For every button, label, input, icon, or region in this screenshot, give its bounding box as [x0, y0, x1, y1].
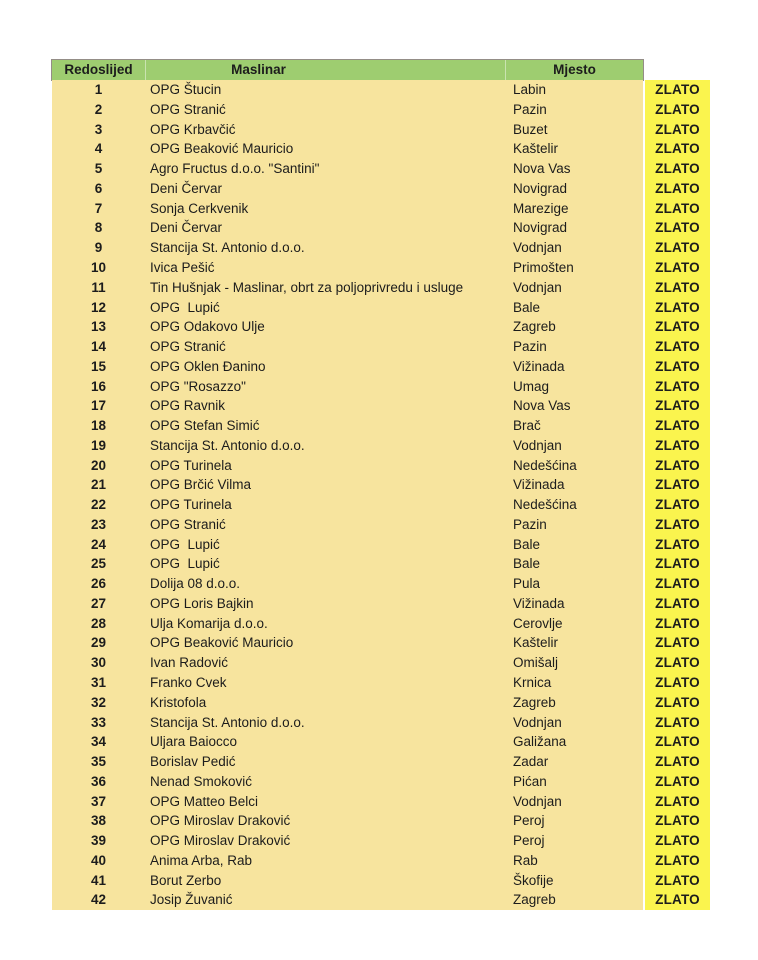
table-row	[52, 653, 643, 673]
mjesto-cell: Novigrad	[513, 180, 568, 196]
award-badge: ZLATO	[655, 694, 700, 710]
table-row	[52, 100, 643, 120]
mjesto-cell: Pićan	[513, 773, 547, 789]
table-row	[52, 851, 643, 871]
table-row	[52, 199, 643, 219]
rank-cell: 33	[90, 714, 107, 730]
rank-cell: 8	[94, 220, 103, 236]
award-badge: ZLATO	[655, 141, 700, 157]
maslinar-cell: OPG Lupić	[150, 556, 220, 572]
maslinar-cell: OPG Miroslav Draković	[150, 813, 291, 829]
table-row	[52, 139, 643, 159]
maslinar-cell: Nenad Smoković	[150, 773, 253, 789]
table-row	[52, 475, 643, 495]
award-badge: ZLATO	[655, 259, 700, 275]
table-row	[52, 159, 643, 179]
table-row	[52, 752, 643, 772]
maslinar-cell: OPG Stranić	[150, 101, 226, 117]
rank-cell: 12	[90, 299, 107, 315]
award-badge: ZLATO	[655, 556, 700, 572]
award-badge: ZLATO	[655, 576, 700, 592]
table-row	[52, 416, 643, 436]
table-row	[52, 673, 643, 693]
table-row	[52, 376, 643, 396]
rank-cell: 36	[90, 773, 107, 789]
header-maslinar-label: Maslinar	[231, 62, 286, 78]
award-badge: ZLATO	[655, 418, 700, 434]
maslinar-cell: OPG Turinela	[150, 497, 232, 513]
award-badge: ZLATO	[655, 240, 700, 256]
award-badge: ZLATO	[655, 635, 700, 651]
table-row	[52, 870, 643, 890]
award-badge: ZLATO	[655, 299, 700, 315]
rank-cell: 5	[94, 161, 103, 177]
table-row	[52, 693, 643, 713]
award-badge: ZLATO	[655, 516, 700, 532]
award-badge: ZLATO	[655, 892, 700, 908]
rank-cell: 27	[90, 595, 107, 611]
header-maslinar	[145, 60, 505, 80]
maslinar-cell: OPG Stranić	[150, 516, 226, 532]
maslinar-cell: Franko Cvek	[150, 674, 227, 690]
rank-cell: 10	[90, 259, 107, 275]
table-row	[52, 317, 643, 337]
mjesto-cell: Bale	[513, 299, 541, 315]
award-badge: ZLATO	[655, 813, 700, 829]
maslinar-cell: OPG "Rosazzo"	[150, 378, 246, 394]
maslinar-cell: Borislav Pedić	[150, 754, 236, 770]
mjesto-cell: Vodnjan	[513, 279, 562, 295]
rank-cell: 23	[90, 516, 107, 532]
award-badge: ZLATO	[655, 121, 700, 137]
mjesto-cell: Vižinada	[513, 595, 565, 611]
award-badge: ZLATO	[655, 161, 700, 177]
rank-cell: 3	[94, 121, 103, 137]
mjesto-cell: Novigrad	[513, 220, 568, 236]
award-badge: ZLATO	[655, 595, 700, 611]
table-row	[52, 791, 643, 811]
table-row	[52, 337, 643, 357]
mjesto-cell: Kaštelir	[513, 141, 559, 157]
award-badge: ZLATO	[655, 536, 700, 552]
rank-cell: 11	[91, 279, 106, 295]
rank-cell: 4	[94, 141, 103, 157]
award-badge: ZLATO	[655, 674, 700, 690]
rank-cell: 38	[90, 813, 107, 829]
mjesto-cell: Vižinada	[513, 477, 565, 493]
table-row	[52, 120, 643, 140]
table-row	[52, 574, 643, 594]
award-badge: ZLATO	[655, 358, 700, 374]
maslinar-cell: Deni Červar	[150, 220, 223, 236]
mjesto-cell: Galižana	[513, 734, 567, 750]
table-row	[52, 831, 643, 851]
mjesto-cell: Cerovlje	[513, 615, 563, 631]
table-body	[52, 80, 643, 910]
mjesto-cell: Nova Vas	[513, 398, 571, 414]
rank-cell: 35	[90, 754, 107, 770]
mjesto-cell: Škofije	[513, 872, 554, 888]
table-row	[52, 179, 643, 199]
mjesto-cell: Peroj	[513, 833, 545, 849]
table-row	[52, 535, 643, 555]
table-row	[52, 396, 643, 416]
maslinar-cell: Stancija St. Antonio d.o.o.	[150, 240, 305, 256]
award-column	[645, 80, 710, 910]
maslinar-cell: OPG Miroslav Draković	[150, 833, 291, 849]
maslinar-cell: OPG Turinela	[150, 457, 232, 473]
mjesto-cell: Nedešćina	[513, 497, 577, 513]
header-redoslijed: Redoslijed	[64, 62, 133, 78]
award-badge: ZLATO	[655, 82, 700, 98]
table-row	[52, 357, 643, 377]
header-mjesto: Mjesto	[505, 60, 643, 80]
mjesto-cell: Vodnjan	[513, 793, 562, 809]
mjesto-cell: Nova Vas	[513, 161, 571, 177]
mjesto-cell: Bale	[513, 536, 541, 552]
award-badge: ZLATO	[655, 734, 700, 750]
rank-cell: 32	[90, 694, 107, 710]
rank-cell: 17	[90, 398, 107, 414]
rank-cell: 25	[90, 556, 107, 572]
award-badge: ZLATO	[655, 101, 700, 117]
award-badge: ZLATO	[655, 378, 700, 394]
rank-cell: 1	[94, 82, 103, 98]
award-badge: ZLATO	[655, 477, 700, 493]
award-badge: ZLATO	[655, 279, 700, 295]
table-row	[52, 732, 643, 752]
rank-cell: 6	[94, 180, 103, 196]
mjesto-cell: Vodnjan	[513, 437, 562, 453]
mjesto-cell: Pula	[513, 576, 541, 592]
rank-cell: 30	[90, 655, 107, 671]
award-badge: ZLATO	[655, 398, 700, 414]
rank-cell: 14	[90, 339, 107, 355]
rank-cell: 39	[90, 833, 107, 849]
mjesto-cell: Marezige	[513, 200, 569, 216]
award-badge: ZLATO	[655, 773, 700, 789]
mjesto-cell: Nedešćina	[513, 457, 577, 473]
maslinar-cell: Kristofola	[150, 694, 207, 710]
mjesto-cell: Zadar	[513, 754, 549, 770]
mjesto-cell: Pazin	[513, 516, 547, 532]
rank-cell: 22	[90, 497, 107, 513]
maslinar-cell: Anima Arba, Rab	[150, 852, 253, 868]
mjesto-cell: Buzet	[513, 121, 548, 137]
rank-cell: 42	[90, 892, 107, 908]
maslinar-cell: OPG Krbavčić	[150, 121, 236, 137]
mjesto-cell: Vodnjan	[513, 714, 562, 730]
maslinar-cell: OPG Loris Bajkin	[150, 595, 254, 611]
table-row	[52, 258, 643, 278]
mjesto-cell: Primošten	[513, 259, 574, 275]
table-row	[52, 614, 643, 634]
table-row	[52, 297, 643, 317]
award-badge: ZLATO	[655, 872, 700, 888]
maslinar-cell: Agro Fructus d.o.o. "Santini"	[150, 161, 320, 177]
rank-cell: 31	[90, 674, 107, 690]
maslinar-cell: Ivica Pešić	[150, 259, 215, 275]
table-row	[52, 594, 643, 614]
rank-cell: 41	[90, 872, 107, 888]
mjesto-cell: Pazin	[513, 339, 547, 355]
table-row	[52, 633, 643, 653]
maslinar-cell: Uljara Baiocco	[150, 734, 238, 750]
rank-cell: 13	[90, 319, 107, 335]
maslinar-cell: OPG Štucin	[150, 82, 222, 98]
maslinar-cell: OPG Brčić Vilma	[150, 477, 252, 493]
award-badge: ZLATO	[655, 754, 700, 770]
award-badge: ZLATO	[655, 615, 700, 631]
rank-cell: 9	[94, 240, 103, 256]
award-badge: ZLATO	[655, 180, 700, 196]
mjesto-cell: Bale	[513, 556, 541, 572]
maslinar-cell: Tin Hušnjak - Maslinar, obrt za poljoprivredu i usluge	[150, 279, 464, 295]
award-badge: ZLATO	[655, 220, 700, 236]
maslinar-cell: OPG Oklen Đanino	[150, 358, 266, 374]
maslinar-cell: OPG Stranić	[150, 339, 226, 355]
maslinar-cell: OPG Lupić	[150, 536, 220, 552]
mjesto-cell: Umag	[513, 378, 550, 394]
maslinar-cell: OPG Beaković Mauricio	[150, 141, 294, 157]
table-row	[52, 811, 643, 831]
rank-cell: 21	[90, 477, 107, 493]
maslinar-cell: OPG Stefan Simić	[150, 418, 260, 434]
mjesto-cell: Zagreb	[513, 319, 556, 335]
rank-cell: 16	[90, 378, 107, 394]
award-badge: ZLATO	[655, 319, 700, 335]
maslinar-cell: Stancija St. Antonio d.o.o.	[150, 437, 305, 453]
table-row	[52, 515, 643, 535]
table-row	[52, 455, 643, 475]
award-badge: ZLATO	[655, 833, 700, 849]
rank-cell: 26	[90, 576, 107, 592]
award-badge: ZLATO	[655, 714, 700, 730]
award-badge: ZLATO	[655, 497, 700, 513]
mjesto-cell: Pazin	[513, 101, 547, 117]
award-badge: ZLATO	[655, 655, 700, 671]
table-row	[52, 554, 643, 574]
table-row	[52, 278, 643, 298]
rank-cell: 37	[90, 793, 107, 809]
rank-cell: 7	[94, 200, 103, 216]
mjesto-cell: Rab	[513, 852, 538, 868]
table-row	[52, 772, 643, 792]
maslinar-cell: Ulja Komarija d.o.o.	[150, 615, 268, 631]
table-row	[52, 712, 643, 732]
mjesto-cell: Omišalj	[513, 655, 559, 671]
award-badge: ZLATO	[655, 852, 700, 868]
mjesto-cell: Zagreb	[513, 892, 556, 908]
maslinar-cell: Stancija St. Antonio d.o.o.	[150, 714, 305, 730]
rank-cell: 29	[90, 635, 107, 651]
table-row	[52, 218, 643, 238]
table-row	[52, 890, 643, 910]
rank-cell: 15	[90, 358, 107, 374]
rank-cell: 18	[90, 418, 107, 434]
rank-cell: 40	[90, 852, 107, 868]
table-row	[52, 238, 643, 258]
table-header-row	[52, 60, 643, 80]
mjesto-cell: Vodnjan	[513, 240, 562, 256]
maslinar-cell: OPG Lupić	[150, 299, 220, 315]
maslinar-cell: OPG Matteo Belci	[150, 793, 259, 809]
rank-cell: 19	[90, 437, 107, 453]
table-row	[52, 495, 643, 515]
rank-cell: 34	[90, 734, 107, 750]
rank-cell: 2	[94, 101, 103, 117]
maslinar-cell: Josip Žuvanić	[150, 892, 233, 908]
award-badge: ZLATO	[655, 437, 700, 453]
award-badge: ZLATO	[655, 457, 700, 473]
maslinar-cell: OPG Ravnik	[150, 398, 226, 414]
mjesto-cell: Brač	[513, 418, 541, 434]
maslinar-cell: Borut Zerbo	[150, 872, 222, 888]
rank-cell: 24	[90, 536, 107, 552]
mjesto-cell: Vižinada	[513, 358, 565, 374]
maslinar-cell: OPG Beaković Mauricio	[150, 635, 294, 651]
results-table	[52, 60, 643, 910]
maslinar-cell: Dolija 08 d.o.o.	[150, 576, 241, 592]
maslinar-cell: Sonja Cerkvenik	[150, 200, 249, 216]
maslinar-cell: Ivan Radović	[150, 655, 229, 671]
table-row	[52, 436, 643, 456]
award-badge: ZLATO	[655, 200, 700, 216]
mjesto-cell: Krnica	[513, 674, 552, 690]
maslinar-cell: Deni Červar	[150, 180, 223, 196]
rank-cell: 20	[90, 457, 107, 473]
award-badge: ZLATO	[655, 339, 700, 355]
mjesto-cell: Peroj	[513, 813, 545, 829]
table-row	[52, 80, 643, 100]
maslinar-cell: OPG Odakovo Ulje	[150, 319, 265, 335]
award-badge: ZLATO	[655, 793, 700, 809]
mjesto-cell: Labin	[513, 82, 547, 98]
rank-cell: 28	[90, 615, 107, 631]
mjesto-cell: Kaštelir	[513, 635, 559, 651]
mjesto-cell: Zagreb	[513, 694, 556, 710]
